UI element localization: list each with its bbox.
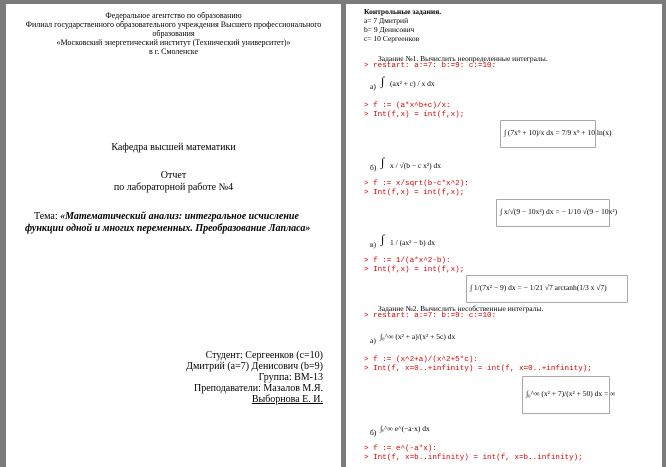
topic-text-2: функции одной и многих переменных. Преобразование Лапласа» [25, 223, 311, 234]
maple-input[interactable]: > f := 1/(a*x^2-b): [364, 257, 451, 265]
header-line: «Московский энергетический институт (Технический университет)» [56, 38, 291, 47]
item-label: в) [370, 240, 377, 249]
integrand-d: ∫₀^∞ (x² + a)/(x² + 5c) dx [380, 332, 456, 341]
integrand-b: x / √(b − c x²) dx [390, 161, 442, 170]
header-line: в г. Смоленске [148, 47, 199, 56]
teacher-line: Преподаватели: Мазалов М.Я. [193, 383, 323, 394]
integrand-e: ∫ₑ^∞ e^(−a·x) dx [380, 424, 430, 433]
result-d: ∫₀^∞ (x² + 7)/(x² + 50) dx = ∞ [526, 389, 616, 398]
header-line: Федеральное агентство по образованию [105, 11, 242, 20]
topic-label: Тема: [34, 211, 58, 222]
report-title: Отчет [160, 170, 187, 181]
maple-input[interactable]: > f := x/sqrt(b-c*x^2): [364, 180, 469, 188]
maple-input[interactable]: > f := e^(-a*x): [364, 445, 437, 453]
result-b: ∫ x/√(9 − 10x²) dx = − 1/10 √(9 − 10x²) [500, 207, 618, 216]
report-subtitle: по лабораторной работе №4 [113, 182, 234, 193]
student-line: Дмитрий (а=7) Денисович (b=9) [186, 361, 323, 372]
param-line: с= 10 Сергеенков [364, 34, 420, 43]
param-line: а= 7 Дмитрий [364, 16, 409, 25]
task1-title: Задание №1. Вычислить неопределенные интегралы. [378, 54, 548, 63]
maple-input[interactable]: > Int(f,x) = int(f,x); [364, 189, 465, 197]
department-name: Кафедра высшей математики [111, 142, 236, 153]
integrand-c: 1 / (ax² − b) dx [390, 238, 436, 247]
header-line: образования [152, 29, 195, 38]
task1-restart[interactable]: > restart: a:=7: b:=9: c:=10: [364, 62, 497, 70]
item-label: а) [370, 336, 376, 345]
tasks-page [346, 4, 662, 467]
result-a: ∫ (7x⁹ + 10)/x dx = 7/9 x⁹ + 10 ln(x) [504, 128, 612, 137]
maple-input[interactable]: > Int(f,x) = int(f,x); [364, 266, 465, 274]
maple-input[interactable]: > f := (a*x^b+c)/x: [364, 102, 451, 110]
title-page [6, 4, 341, 467]
item-label: а) [370, 82, 376, 91]
maple-input[interactable]: > f := (x^2+a)/(x^2+5*c): [364, 356, 478, 364]
integral-sign: ∫ [381, 74, 385, 88]
topic-text-1: «Математический анализ: интегральное исчисление [60, 211, 299, 222]
control-title: Контрольные задания. [364, 7, 442, 16]
integral-sign: ∫ [381, 155, 385, 169]
task2-restart[interactable]: > restart: a:=7: b:=9: c:=10: [364, 312, 497, 320]
param-line: b= 9 Денисович [364, 25, 415, 34]
item-label: б) [370, 428, 377, 437]
maple-input[interactable]: > Int(f,x) = int(f,x); [364, 111, 465, 119]
topic-line-1 [34, 211, 299, 223]
result-c: ∫ 1/(7x² − 9) dx = − 1/21 √7 arctanh(1/3 x √7) [470, 283, 607, 292]
integrand-a: (ax² + c) / x dx [390, 79, 435, 88]
item-label: б) [370, 163, 377, 172]
maple-input[interactable]: > Int(f, x=0..+infinity) = int(f, x=0..+infinity); [364, 365, 592, 373]
group-line: Группа: ВМ-13 [258, 372, 323, 383]
maple-input[interactable]: > Int(f, x=b..infinity) = int(f, x=b..infinity); [364, 454, 583, 462]
student-line: Студент: Сергеенков (с=10) [205, 350, 323, 361]
integral-sign: ∫ [381, 232, 385, 246]
teacher-line: Выборнова Е. И. [251, 394, 323, 405]
task2-title: Задание №2. Вычислить несобственные интегралы. [378, 304, 544, 313]
header-line: Филиал государственного образовательного учреждения Высшего профессионального [25, 20, 322, 29]
